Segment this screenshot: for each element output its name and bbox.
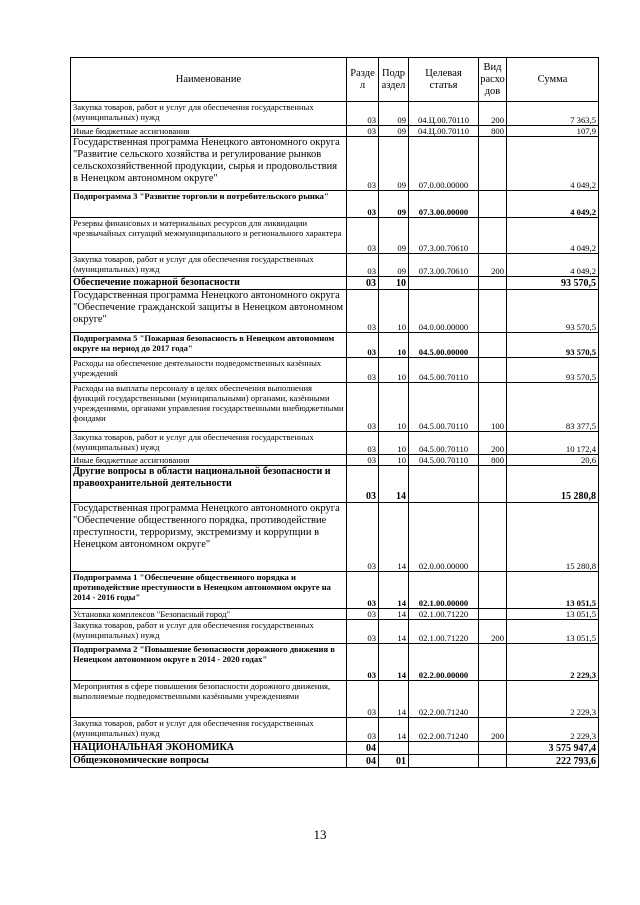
- row-sum: 3 575 947,4: [507, 742, 599, 755]
- row-section: 03: [347, 455, 379, 466]
- row-subsection: 10: [379, 333, 409, 358]
- table-row: [71, 358, 599, 383]
- table-row: [71, 718, 599, 742]
- table-row: [71, 254, 599, 277]
- table-row: [71, 503, 599, 572]
- header-type: Вид расхо дов: [479, 58, 507, 102]
- row-name: Другие вопросы в области национальной безопасности и правоохранительной деятельности: [71, 466, 347, 503]
- row-target: [409, 277, 479, 290]
- row-subsection: 09: [379, 102, 409, 126]
- table-row: [71, 333, 599, 358]
- row-subsection: 09: [379, 254, 409, 277]
- table-row: [71, 383, 599, 432]
- table-row: [71, 277, 599, 290]
- row-type: 800: [479, 126, 507, 137]
- row-name: НАЦИОНАЛЬНАЯ ЭКОНОМИКА: [71, 742, 347, 755]
- row-target: 07.3.00.00000: [409, 191, 479, 218]
- row-target: 07.3.00.70610: [409, 218, 479, 254]
- row-type: [479, 333, 507, 358]
- row-target: 07.3.00.70610: [409, 254, 479, 277]
- row-subsection: 14: [379, 718, 409, 742]
- row-name: Обеспечение пожарной безопасности: [71, 277, 347, 290]
- row-type: 200: [479, 718, 507, 742]
- row-type: 200: [479, 254, 507, 277]
- row-section: 03: [347, 137, 379, 191]
- row-section: 03: [347, 383, 379, 432]
- table-row: [71, 681, 599, 718]
- row-sum: 107,9: [507, 126, 599, 137]
- row-name: Подпрограмма 5 "Пожарная безопасность в Ненецком автономном округе на период до 2017 года": [71, 333, 347, 358]
- table-row: [71, 620, 599, 644]
- row-sum: 4 049,2: [507, 218, 599, 254]
- row-sum: 10 172,4: [507, 432, 599, 455]
- table-row: [71, 126, 599, 137]
- header-subsection: Подр аздел: [379, 58, 409, 102]
- row-subsection: 14: [379, 609, 409, 620]
- table-row: [71, 755, 599, 768]
- row-name: Государственная программа Ненецкого автономного округа "Развитие сельского хозяйства и регулирование рынков сельскохозяйственной продукции, сырья и продовольствия в Ненецком автономном округе": [71, 137, 347, 191]
- row-name: Закупка товаров, работ и услуг для обеспечения государственных (муниципальных) нужд: [71, 432, 347, 455]
- row-type: 200: [479, 432, 507, 455]
- row-section: 03: [347, 644, 379, 681]
- row-section: 03: [347, 620, 379, 644]
- row-type: [479, 466, 507, 503]
- row-name: Подпрограмма 1 "Обеспечение общественного порядка и противодействие преступности в Ненецком автономном округе на 2014 - 2016 годы": [71, 572, 347, 609]
- row-type: [479, 572, 507, 609]
- row-sum: 15 280,8: [507, 503, 599, 572]
- row-subsection: 10: [379, 358, 409, 383]
- row-target: 04.Ц.00.70110: [409, 102, 479, 126]
- row-section: 03: [347, 432, 379, 455]
- row-sum: 4 049,2: [507, 254, 599, 277]
- row-target: 02.2.00.71240: [409, 681, 479, 718]
- row-type: [479, 137, 507, 191]
- table-row: [71, 644, 599, 681]
- row-section: 03: [347, 254, 379, 277]
- row-subsection: 14: [379, 503, 409, 572]
- row-name: Иные бюджетные ассигнования: [71, 126, 347, 137]
- row-section: 03: [347, 102, 379, 126]
- row-target: 02.2.00.00000: [409, 644, 479, 681]
- row-name: Закупка товаров, работ и услуг для обеспечения государственных (муниципальных) нужд: [71, 620, 347, 644]
- row-name: Расходы на выплаты персоналу в целях обеспечения выполнения функций государственными (муниципальными) органами, казёнными учреждениями, органами управления государственными внебюджетными фондами: [71, 383, 347, 432]
- header-target: Целевая статья: [409, 58, 479, 102]
- row-subsection: 10: [379, 290, 409, 333]
- row-sum: 4 049,2: [507, 137, 599, 191]
- row-name: Подпрограмма 2 "Повышение безопасности дорожного движения в Ненецком автономном округе в 2014 - 2020 годах": [71, 644, 347, 681]
- row-target: 04.0.00.00000: [409, 290, 479, 333]
- table-row: [71, 432, 599, 455]
- row-sum: 20,6: [507, 455, 599, 466]
- row-type: 200: [479, 102, 507, 126]
- table-row: [71, 742, 599, 755]
- row-type: [479, 609, 507, 620]
- row-section: 04: [347, 742, 379, 755]
- row-section: 03: [347, 218, 379, 254]
- row-type: [479, 681, 507, 718]
- row-sum: 7 363,5: [507, 102, 599, 126]
- header-name: Наименование: [71, 58, 347, 102]
- row-section: 03: [347, 466, 379, 503]
- row-sum: 13 051,5: [507, 572, 599, 609]
- row-name: Подпрограмма 3 "Развитие торговли и потребительского рынка": [71, 191, 347, 218]
- row-target: 04.Ц.00.70110: [409, 126, 479, 137]
- row-name: Государственная программа Ненецкого автономного округа "Обеспечение общественного порядка, противодействие преступности, терроризму, экстремизму и коррупции в Ненецком автономном округе": [71, 503, 347, 572]
- row-subsection: 14: [379, 620, 409, 644]
- row-type: [479, 290, 507, 333]
- row-subsection: 10: [379, 383, 409, 432]
- row-target: 07.0.00.00000: [409, 137, 479, 191]
- row-target: 04.5.00.00000: [409, 333, 479, 358]
- header-sum: Сумма: [507, 58, 599, 102]
- row-sum: 13 051,5: [507, 609, 599, 620]
- row-target: 04.5.00.70110: [409, 455, 479, 466]
- table-row: [71, 455, 599, 466]
- row-section: 03: [347, 503, 379, 572]
- row-sum: 222 793,6: [507, 755, 599, 768]
- row-type: [479, 358, 507, 383]
- row-name: Государственная программа Ненецкого автономного округа "Обеспечение гражданской защиты в Ненецком автономном округе": [71, 290, 347, 333]
- row-sum: 83 377,5: [507, 383, 599, 432]
- row-sum: 2 229,3: [507, 718, 599, 742]
- row-sum: 93 570,5: [507, 277, 599, 290]
- row-name: Мероприятия в сфере повышения безопасности дорожного движения, выполняемые подведомственными казёнными учреждениями: [71, 681, 347, 718]
- table-row: [71, 290, 599, 333]
- row-target: 02.2.00.71240: [409, 718, 479, 742]
- row-subsection: 01: [379, 755, 409, 768]
- row-target: 04.5.00.70110: [409, 358, 479, 383]
- table-row: [71, 191, 599, 218]
- row-subsection: 09: [379, 126, 409, 137]
- row-name: Установка комплексов "Безопасный город": [71, 609, 347, 620]
- row-subsection: 09: [379, 218, 409, 254]
- row-name: Общеэкономические вопросы: [71, 755, 347, 768]
- row-type: 200: [479, 620, 507, 644]
- row-target: [409, 755, 479, 768]
- row-sum: 15 280,8: [507, 466, 599, 503]
- row-target: [409, 742, 479, 755]
- row-name: Закупка товаров, работ и услуг для обеспечения государственных (муниципальных) нужд: [71, 718, 347, 742]
- row-target: 02.1.00.71220: [409, 620, 479, 644]
- row-target: 02.1.00.71220: [409, 609, 479, 620]
- budget-table: [70, 57, 599, 768]
- row-subsection: 09: [379, 191, 409, 218]
- row-target: [409, 466, 479, 503]
- row-section: 03: [347, 333, 379, 358]
- row-name: Расходы на обеспечение деятельности подведомственных казённых учреждений: [71, 358, 347, 383]
- row-name: Закупка товаров, работ и услуг для обеспечения государственных (муниципальных) нужд: [71, 102, 347, 126]
- row-section: 03: [347, 290, 379, 333]
- row-sum: 4 049,2: [507, 191, 599, 218]
- table-row: [71, 137, 599, 191]
- row-name: Закупка товаров, работ и услуг для обеспечения государственных (муниципальных) нужд: [71, 254, 347, 277]
- table-header-row: [71, 58, 599, 102]
- row-name: Иные бюджетные ассигнования: [71, 455, 347, 466]
- row-section: 03: [347, 277, 379, 290]
- row-type: 800: [479, 455, 507, 466]
- row-target: 02.1.00.00000: [409, 572, 479, 609]
- row-section: 03: [347, 191, 379, 218]
- table-row: [71, 572, 599, 609]
- row-sum: 93 570,5: [507, 358, 599, 383]
- row-section: 03: [347, 681, 379, 718]
- row-section: 03: [347, 572, 379, 609]
- row-type: [479, 191, 507, 218]
- row-subsection: 09: [379, 137, 409, 191]
- row-subsection: 14: [379, 572, 409, 609]
- page-number: 13: [313, 827, 327, 842]
- row-subsection: 14: [379, 466, 409, 503]
- table-row: [71, 466, 599, 503]
- row-section: 03: [347, 126, 379, 137]
- table-row: [71, 218, 599, 254]
- row-type: 100: [479, 383, 507, 432]
- row-type: [479, 277, 507, 290]
- row-subsection: [379, 742, 409, 755]
- row-subsection: 14: [379, 681, 409, 718]
- table-row: [71, 609, 599, 620]
- row-subsection: 10: [379, 432, 409, 455]
- row-subsection: 14: [379, 644, 409, 681]
- row-type: [479, 755, 507, 768]
- row-section: 03: [347, 718, 379, 742]
- header-section: Разде л: [347, 58, 379, 102]
- row-type: [479, 742, 507, 755]
- row-name: Резервы финансовых и материальных ресурсов для ликвидации чрезвычайных ситуаций межмуниципального и регионального характера: [71, 218, 347, 254]
- row-target: 04.5.00.70110: [409, 432, 479, 455]
- row-sum: 93 570,5: [507, 333, 599, 358]
- row-sum: 93 570,5: [507, 290, 599, 333]
- row-subsection: 10: [379, 277, 409, 290]
- row-type: [479, 644, 507, 681]
- table-row: [71, 102, 599, 126]
- row-subsection: 10: [379, 455, 409, 466]
- row-target: 02.0.00.00000: [409, 503, 479, 572]
- row-section: 03: [347, 358, 379, 383]
- row-section: 03: [347, 609, 379, 620]
- row-sum: 2 229,3: [507, 644, 599, 681]
- row-section: 04: [347, 755, 379, 768]
- row-type: [479, 503, 507, 572]
- row-sum: 13 051,5: [507, 620, 599, 644]
- row-type: [479, 218, 507, 254]
- row-sum: 2 229,3: [507, 681, 599, 718]
- row-target: 04.5.00.70110: [409, 383, 479, 432]
